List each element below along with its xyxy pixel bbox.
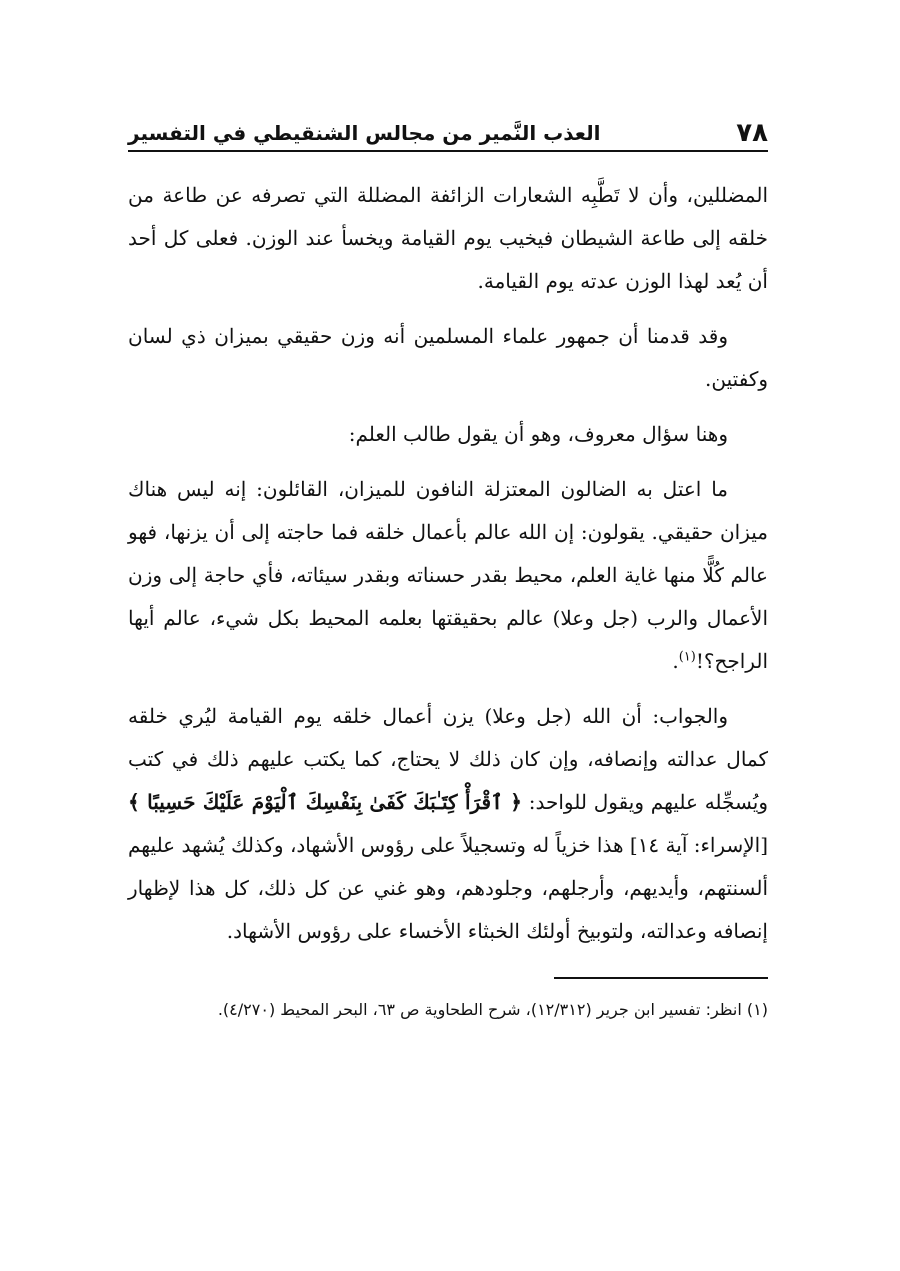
book-page	[128, 106, 768, 1027]
paragraph-4-text: ما اعتل به الضالون المعتزلة النافون للميزان، القائلون: إنه ليس هناك ميزان حقيقي. يقولون: إن الله عالم بأعمال خلقه فما حاجته إلى أن يزنها، فهو عالم كُلًّا منها غاية العلم، محيط بقدر حسناته وبقدر سيئاته، فأي حاجة إلى وزن الأعمال والرب (جل وعلا) عالم بحقيقتها بعلمه المحيط بكل شيء، عالم أيها الراجح؟!	[128, 477, 768, 673]
running-header	[128, 106, 768, 152]
paragraph-5-text-before: والجواب: أن الله (جل وعلا) يزن أعمال خلقه يوم القيامة ليُري خلقه كمال عدالته وإنصافه، وإن كان ذلك لا يحتاج، كما يكتب عليهم ذلك في كتب ويُسجِّله عليهم ويقول للواحد:	[128, 704, 769, 814]
footnote-reference: (١)	[678, 649, 696, 665]
footnote-1: (١) انظر: تفسير ابن جرير (١٢/٣١٢)، شرح الطحاوية ص ٦٣، البحر المحيط (٤/٢٧٠).	[217, 1000, 768, 1019]
paragraph-4	[128, 468, 768, 683]
paragraph-2: وقد قدمنا أن جمهور علماء المسلمين أنه وزن حقيقي بميزان ذي لسان وكفتين.	[128, 324, 768, 391]
footnotes	[128, 993, 768, 1027]
footnote-separator	[554, 977, 768, 979]
page-number: ٧٨	[736, 118, 768, 148]
paragraph-5-text-after: [الإسراء: آية ١٤] هذا خزياً له وتسجيلاً على رؤوس الأشهاد، وكذلك يُشهد عليهم ألسنتهم، وأيديهم، وأرجلهم، وجلودهم، وهو غني عن كل ذلك، كل هذا لإظهار إنصافه وعدالته، ولتوبيخ أولئك الخبثاء الأخساء على رؤوس الأشهاد.	[128, 833, 768, 943]
paragraph-1: المضللين، وأن لا تَطَّبِه الشعارات الزائفة المضللة التي تصرفه عن طاعة من خلقه إلى طاعة الشيطان فيخيب يوم القيامة ويخسأ عند الوزن. فعلى كل أحد أن يُعد لهذا الوزن عدته يوم القيامة.	[128, 183, 768, 293]
paragraph-5	[128, 695, 768, 953]
paragraph-3: وهنا سؤال معروف، وهو أن يقول طالب العلم:	[348, 422, 728, 446]
quran-verse: ﴿ ٱقْرَأْ كِتَـٰبَكَ كَفَىٰ بِنَفْسِكَ ٱلْيَوْمَ عَلَيْكَ حَسِيبًا ﴾	[128, 790, 522, 814]
body-text	[128, 174, 768, 953]
paragraph-4-end: .	[672, 649, 679, 673]
book-title: العذب النَّمير من مجالس الشنقيطي في التفسير	[128, 121, 601, 145]
